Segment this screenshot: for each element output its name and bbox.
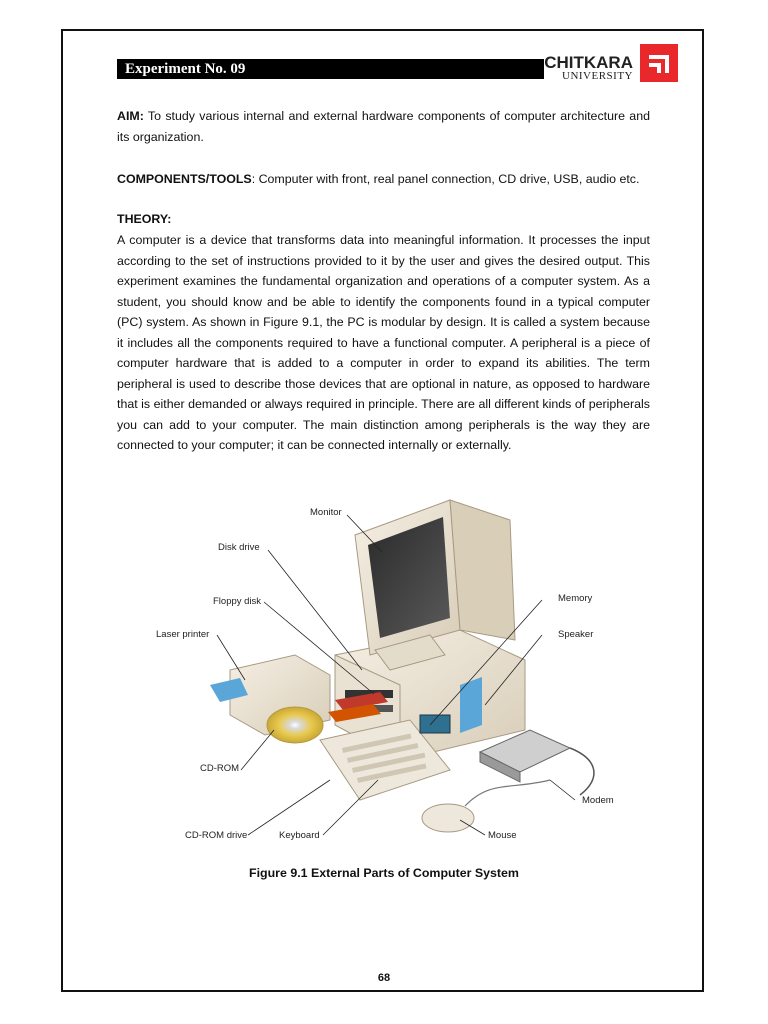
mouse-drawing (422, 780, 550, 832)
label-cd-rom: CD-ROM (200, 763, 240, 774)
label-modem: Modem (582, 795, 614, 806)
label-mouse: Mouse (488, 830, 517, 841)
label-disk-drive: Disk drive (218, 542, 260, 553)
modem-drawing (480, 730, 594, 795)
university-logo (544, 44, 678, 84)
logo-subtitle: UNIVERSITY (562, 70, 633, 82)
aim-label: AIM: (117, 109, 144, 123)
label-laser-printer: Laser printer (156, 629, 210, 640)
label-speaker: Speaker (558, 629, 594, 640)
label-cd-rom-drive: CD-ROM drive (185, 830, 248, 841)
label-floppy-disk: Floppy disk (213, 596, 262, 607)
experiment-title: Experiment No. 09 (125, 61, 246, 77)
label-monitor: Monitor (310, 507, 342, 518)
label-memory: Memory (558, 593, 593, 604)
aim-text: To study various internal and external hardware components of computer architecture and its organization. (117, 109, 650, 144)
components-paragraph (117, 169, 650, 190)
experiment-header-bar (117, 59, 544, 79)
components-label: COMPONENTS/TOOLS (117, 172, 252, 186)
page-number: 68 (377, 972, 391, 984)
theory-heading: THEORY: (117, 212, 172, 226)
label-keyboard: Keyboard (279, 830, 320, 841)
cd-rom-drawing (267, 707, 323, 743)
components-text: : Computer with front, real panel connection, CD drive, USB, audio etc. (251, 172, 640, 186)
logo-wordmark: CHITKARA (544, 53, 633, 72)
aim-paragraph (117, 106, 650, 147)
chitkara-logo-icon (640, 44, 678, 82)
memory-drawing (420, 715, 450, 733)
figure-caption: Figure 9.1 External Parts of Computer System (249, 866, 519, 880)
theory-body: A computer is a device that transforms data into meaningful information. It processes the input according to the set of instructions provided to it by the user and gives the desired output. This experiment examines the fundamental organization and operations of a computer system. As a student, you should know and be able to identify the components found in a typical computer (PC) system. As shown in Figure 9.1, the PC is modular by design. It is called a system because it includes all the components required to have a functional computer. A peripheral is a piece of computer hardware that is added to a computer in order to expand its abilities. The term peripheral is used to describe those devices that are optional in nature, as opposed to hardware that is either demanded or always required in principle. There are all different kinds of peripherals you can add to your computer. The main distinction among peripherals is the way they are connected to your computer; it can be connected internally or externally. (117, 233, 650, 452)
computer-parts-figure (130, 480, 635, 862)
